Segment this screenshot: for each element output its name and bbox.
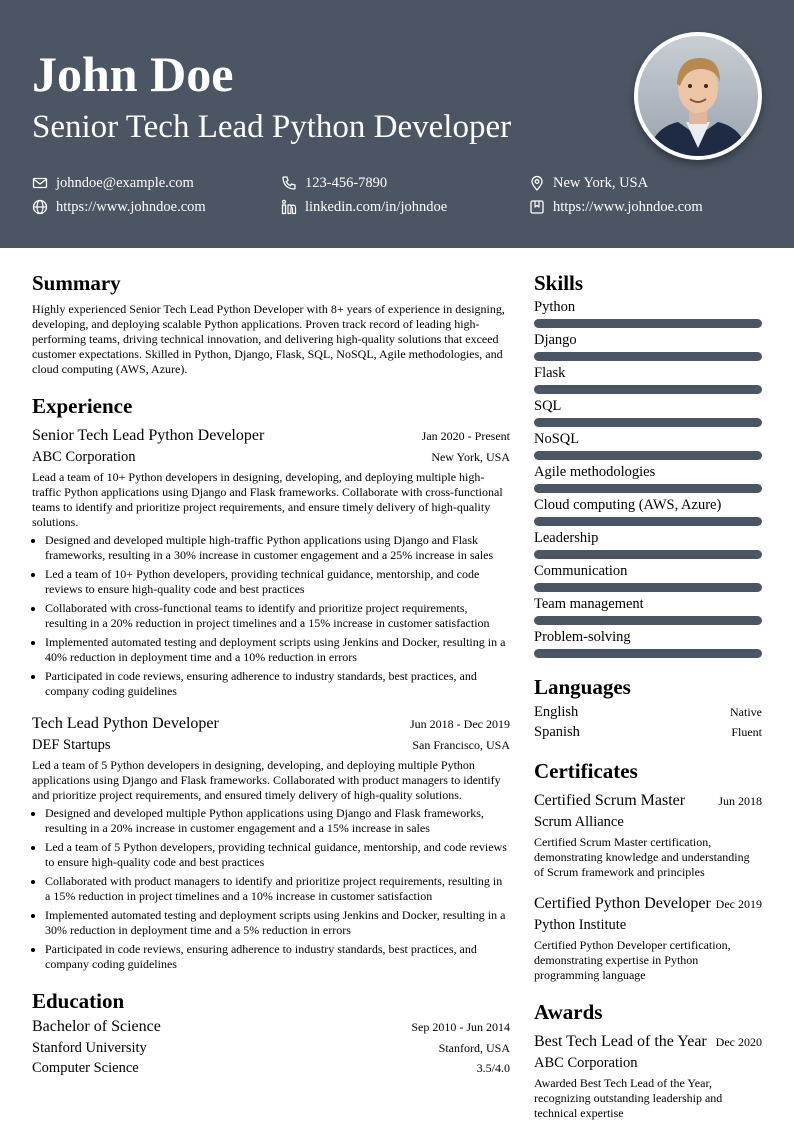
certificate-title: Certified Python Developer — [534, 895, 711, 912]
contact-location — [529, 174, 648, 192]
skill-name: Django — [534, 332, 577, 348]
contact-phone-text: 123-456-7890 — [305, 175, 388, 191]
skill-name: Leadership — [534, 530, 599, 546]
job-entry — [32, 425, 510, 699]
skill-name: NoSQL — [534, 431, 580, 447]
contact-portfolio-text: https://www.johndoe.com — [553, 199, 703, 215]
certificate-date: Dec 2019 — [715, 897, 762, 911]
award-title: Best Tech Lead of the Year — [534, 1033, 707, 1050]
job-title: Tech Lead Python Developer — [32, 715, 219, 732]
job-title: Senior Tech Lead Python Developer — [32, 427, 265, 444]
award-date: Dec 2020 — [715, 1035, 762, 1049]
award-entry — [534, 1031, 762, 1121]
resume-header — [0, 0, 794, 248]
award-description: Awarded Best Tech Lead of the Year, recognizing outstanding leadership and technical expertise — [534, 1076, 723, 1120]
skill-name: Flask — [534, 365, 566, 381]
skill-level-bar — [534, 319, 762, 328]
education-location: Stanford, USA — [438, 1041, 510, 1055]
summary-heading: Summary — [32, 271, 121, 295]
job-location: San Francisco, USA — [412, 738, 510, 752]
education-heading: Education — [32, 989, 125, 1013]
job-description: Lead a team of 10+ Python developers in designing, developing, and deploying multiple high-traffic Python applications using Django and Flask frameworks. Collaborate with cross-functional teams to identify and prioritize project requirements, and ensure timely delivery of high-quality solutions. — [32, 470, 503, 529]
job-bullet: • Led a team of 10+ Python developers, providing technical guidance, mentorship, and code reviews to ensure high-quality code and best practices — [45, 567, 510, 597]
education-gpa: 3.5/4.0 — [476, 1061, 510, 1075]
main-column — [32, 268, 510, 1078]
language-name: English — [534, 704, 579, 720]
skill-level-bar — [534, 517, 762, 526]
awards-heading: Awards — [534, 1000, 603, 1024]
skill-name: SQL — [534, 398, 562, 414]
award-issuer: ABC Corporation — [534, 1055, 638, 1071]
contact-website[interactable] — [32, 198, 206, 216]
skill-level-bar — [534, 550, 762, 559]
contact-phone[interactable] — [281, 174, 387, 192]
contact-portfolio[interactable] — [529, 198, 703, 216]
job-bullet: • Designed and developed multiple Python applications using Django and Flask frameworks, resulting in a 20% increase in customer engagement and a 15% increase in sales — [45, 806, 510, 836]
job-bullets — [32, 533, 510, 699]
mail-icon — [32, 175, 48, 191]
skill-name: Agile methodologies — [534, 464, 656, 480]
job-bullet: • Collaborated with cross-functional teams to identify and prioritize project requirements, resulting in a 20% reduction in project timelines and a 15% increase in customer satisfaction — [45, 601, 510, 631]
certificate-issuer: Python Institute — [534, 917, 627, 933]
education-school: Stanford University — [32, 1040, 147, 1056]
job-bullets — [32, 806, 510, 972]
certificate-date: Jun 2018 — [718, 794, 762, 808]
skill-level-bar — [534, 385, 762, 394]
job-bullet: • Implemented automated testing and deployment scripts using Jenkins and Docker, resulting in a 30% reduction in deployment time and a 5% reduction in errors — [45, 908, 510, 938]
job-bullet: • Implemented automated testing and deployment scripts using Jenkins and Docker, resulting in a 40% reduction in deployment time and a 10% reduction in errors — [45, 635, 510, 665]
contact-website-text: https://www.johndoe.com — [56, 199, 206, 215]
contact-linkedin-text: linkedin.com/in/johndoe — [305, 199, 448, 215]
job-dates: Jun 2018 - Dec 2019 — [410, 717, 510, 731]
contact-email[interactable] — [32, 174, 194, 192]
certificate-description: Certified Python Developer certification, demonstrating expertise in Python programming language — [534, 938, 731, 982]
language-level: Fluent — [731, 725, 762, 739]
globe-icon — [32, 199, 48, 215]
skill-name: Communication — [534, 563, 628, 579]
language-name: Spanish — [534, 724, 580, 740]
skill-level-bar — [534, 484, 762, 493]
linkedin-icon — [281, 199, 297, 215]
job-entry — [32, 713, 510, 972]
contact-linkedin[interactable] — [281, 198, 447, 216]
languages-list — [534, 702, 762, 742]
skill-name: Cloud computing (AWS, Azure) — [534, 497, 722, 513]
language-item — [534, 702, 762, 722]
location-icon — [529, 175, 545, 191]
skill-level-bar — [534, 451, 762, 460]
side-column — [534, 268, 762, 1121]
certificate-entry — [534, 790, 762, 880]
skill-level-bar — [534, 616, 762, 625]
portfolio-icon — [529, 199, 545, 215]
education-field: Computer Science — [32, 1060, 139, 1076]
education-degree: Bachelor of Science — [32, 1018, 161, 1035]
certificate-issuer: Scrum Alliance — [534, 814, 624, 830]
skill-level-bar — [534, 583, 762, 592]
certificates-heading: Certificates — [534, 759, 638, 783]
job-bullet: • Participated in code reviews, ensuring adherence to industry standards, best practices, and company coding guidelines — [45, 669, 510, 699]
summary-text: Highly experienced Senior Tech Lead Python Developer with 8+ years of experience in designing, developing, and deploying scalable Python applications. Proven track record of leading high-performing teams, driving technical innovation, and delivering high-quality solutions that exceed customer expectations. Skilled in Python, Django, Flask, SQL, NoSQL, Agile methodologies, and cloud computing (AWS, Azure). — [32, 302, 505, 376]
candidate-name: John Doe — [32, 46, 234, 102]
language-item — [534, 722, 762, 742]
job-bullet: • Led a team of 5 Python developers, providing technical guidance, mentorship, and code reviews to ensure high-quality code and best practices — [45, 840, 510, 870]
job-dates: Jan 2020 - Present — [421, 429, 510, 443]
skill-name: Python — [534, 299, 576, 315]
skill-level-bar — [534, 418, 762, 427]
language-level: Native — [730, 705, 762, 719]
contact-location-text: New York, USA — [553, 175, 649, 191]
phone-icon — [281, 175, 297, 191]
skill-name: Problem-solving — [534, 629, 631, 645]
certificate-entry — [534, 893, 762, 983]
education-entry — [32, 1016, 510, 1078]
job-company: ABC Corporation — [32, 449, 136, 465]
certificate-title: Certified Scrum Master — [534, 792, 686, 809]
skills-list — [534, 298, 762, 658]
candidate-title: Senior Tech Lead Python Developer — [32, 109, 512, 145]
skills-heading: Skills — [534, 271, 584, 295]
certificate-description: Certified Scrum Master certification, demonstrating knowledge and understanding of Scrum framework and principles — [534, 835, 750, 879]
skill-level-bar — [534, 352, 762, 361]
job-company: DEF Startups — [32, 737, 111, 753]
job-description: Led a team of 5 Python developers in designing, developing, and deploying multiple Python applications using Django and Flask frameworks. Collaborated with product managers to identify and prioritize project requirements, and ensured timely delivery of high-quality solutions. — [32, 758, 501, 802]
job-location: New York, USA — [431, 450, 510, 464]
job-bullet: • Participated in code reviews, ensuring adherence to industry standards, best practices, and company coding guidelines — [45, 942, 510, 972]
skill-level-bar — [534, 649, 762, 658]
skill-name: Team management — [534, 596, 644, 612]
job-bullet: • Designed and developed multiple high-traffic Python applications using Django and Flask frameworks, resulting in a 30% increase in customer engagement and a 25% increase in sales — [45, 533, 510, 563]
experience-heading: Experience — [32, 394, 133, 418]
education-dates: Sep 2010 - Jun 2014 — [411, 1020, 510, 1034]
languages-heading: Languages — [534, 675, 631, 699]
profile-photo — [634, 32, 762, 160]
job-bullet: • Collaborated with product managers to identify and prioritize project requirements, resulting in a 15% reduction in project timelines and a 10% increase in customer satisfaction — [45, 874, 510, 904]
contact-email-text: johndoe@example.com — [56, 175, 194, 191]
